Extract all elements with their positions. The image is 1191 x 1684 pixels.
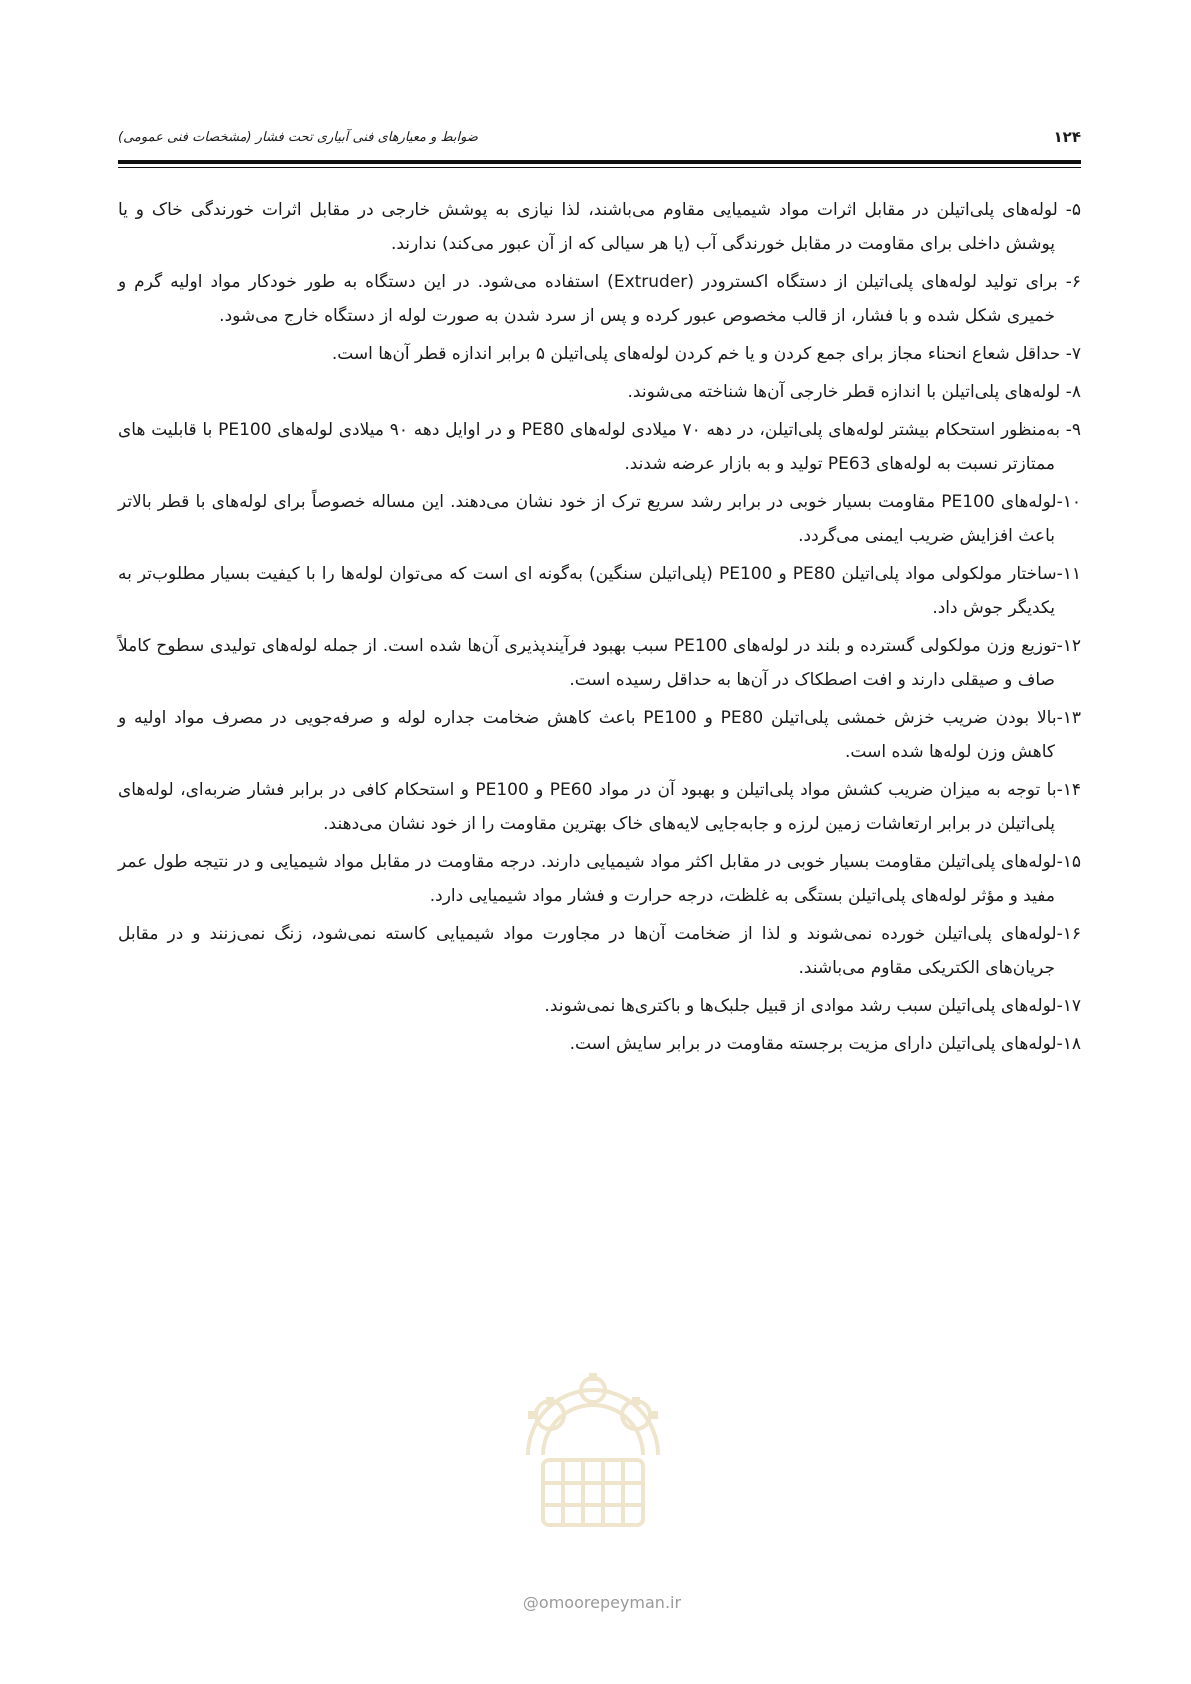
running-title: ضوابط و معیارهای فنی آبیاری تحت فشار (مشخصات فنی عمومی): [118, 130, 478, 145]
list-item-12: ۱۲-توزیع وزن مولکولی گسترده و بلند در لوله‌های PE100 سبب بهبود فرآیندپذیری آن‌ها شده است. از جمله لوله‌های تولیدی سطوح کاملاً صاف و صیقلی دارند و افت اصطکاک در آن‌ها به حداقل رسیده است.: [118, 636, 1082, 690]
page-header: [118, 128, 1081, 148]
watermark-logo: [488, 1305, 698, 1555]
list-item-13: ۱۳-بالا بودن ضریب خزش خمشی پلی‌اتیلن PE80 و PE100 باعث کاهش ضخامت جداره لوله و صرفه‌جویی در مصرف مواد اولیه و کاهش وزن لوله‌ها شده است.: [118, 708, 1081, 762]
list-item-11: ۱۱-ساختار مولکولی مواد پلی‌اتیلن PE80 و PE100 (پلی‌اتیلن سنگین) به‌گونه ای است که می‌توان لوله‌ها را با کیفیت بسیار مطلوب‌تر به یکدیگر جوش داد.: [118, 564, 1081, 618]
list-item-17: ۱۷-لوله‌های پلی‌اتیلن سبب رشد موادی از قبیل جلبک‌ها و باکتری‌ها نمی‌شوند.: [544, 996, 1081, 1016]
header-rule-thick: [118, 160, 1081, 164]
list-item-14: ۱۴-با توجه به میزان ضریب کشش مواد پلی‌اتیلن و بهبود آن در مواد PE60 و PE100 و استحکام کافی در برابر فشار ضربه‌ای، لوله‌های پلی‌اتیلن در برابر ارتعاشات زمین لرزه و جابه‌جایی لایه‌های خاک بهترین مقاومت را از خود نشان می‌دهند.: [118, 780, 1081, 834]
list-item-7: ۷- حداقل شعاع انحناء مجاز برای جمع کردن و یا خم کردن لوله‌های پلی‌اتیلن ۵ برابر اندازه قطر آن‌ها است.: [331, 344, 1081, 364]
list-item-15: ۱۵-لوله‌های پلی‌اتیلن مقاومت بسیار خوبی در مقابل اکثر مواد شیمیایی دارند. درجه مقاومت در مقابل مواد شیمیایی و در نتیجه طول عمر مفید و مؤثر لوله‌های پلی‌اتیلن بستگی به غلظت، درجه حرارت و فشار مواد شیمیایی دارد.: [118, 852, 1081, 906]
list-item-8: ۸- لوله‌های پلی‌اتیلن با اندازه قطر خارجی آن‌ها شناخته می‌شوند.: [627, 382, 1081, 402]
body-text: [118, 193, 1081, 1065]
page-number: ۱۲۴: [1053, 128, 1081, 146]
list-item-6: ۶- برای تولید لوله‌های پلی‌اتیلن از دستگاه اکسترودر (Extruder) استفاده می‌شود. در این دستگاه به طور خودکار مواد اولیه گرم و خمیری شکل شده و با فشار، از قالب مخصوص عبور کرده و پس از سرد شدن به صورت لوله از دستگاه خارج می‌شود.: [118, 272, 1081, 326]
list-item-10: ۱۰-لوله‌های PE100 مقاومت بسیار خوبی در برابر رشد سریع ترک از خود نشان می‌دهند. این مساله خصوصاً برای لوله‌های با قطر بالاتر باعث افزایش ضریب ایمنی می‌گردد.: [118, 492, 1082, 546]
watermark-url: @omoorepeyman.ir: [522, 1593, 682, 1612]
gear-logo-icon: [488, 1305, 698, 1555]
header-rule-thin: [118, 167, 1081, 168]
list-item-9: ۹- به‌منظور استحکام بیشتر لوله‌های پلی‌اتیلن، در دهه ۷۰ میلادی لوله‌های PE80 و در اوایل دهه ۹۰ میلادی لوله‌های PE100 با قابلیت های ممتازتر نسبت به لوله‌های PE63 تولید و به بازار عرضه شدند.: [118, 420, 1081, 474]
list-item-16: ۱۶-لوله‌های پلی‌اتیلن خورده نمی‌شوند و لذا از ضخامت آن‌ها در مجاورت مواد شیمیایی کاسته نمی‌شود، زنگ نمی‌زنند و در مقابل جریان‌های الکتریکی مقاوم می‌باشند.: [118, 924, 1081, 978]
list-item-5: ۵- لوله‌های پلی‌اتیلن در مقابل اثرات مواد شیمیایی مقاوم می‌باشند، لذا نیازی به پوشش خارجی در مقابل اثرات خورندگی خاک و یا پوشش داخلی برای مقاومت در مقابل خورندگی آب (یا هر سیالی که از آن عبور می‌کند) ندارند.: [118, 200, 1081, 254]
list-item-18: ۱۸-لوله‌های پلی‌اتیلن دارای مزیت برجسته مقاومت در برابر سایش است.: [569, 1034, 1081, 1054]
